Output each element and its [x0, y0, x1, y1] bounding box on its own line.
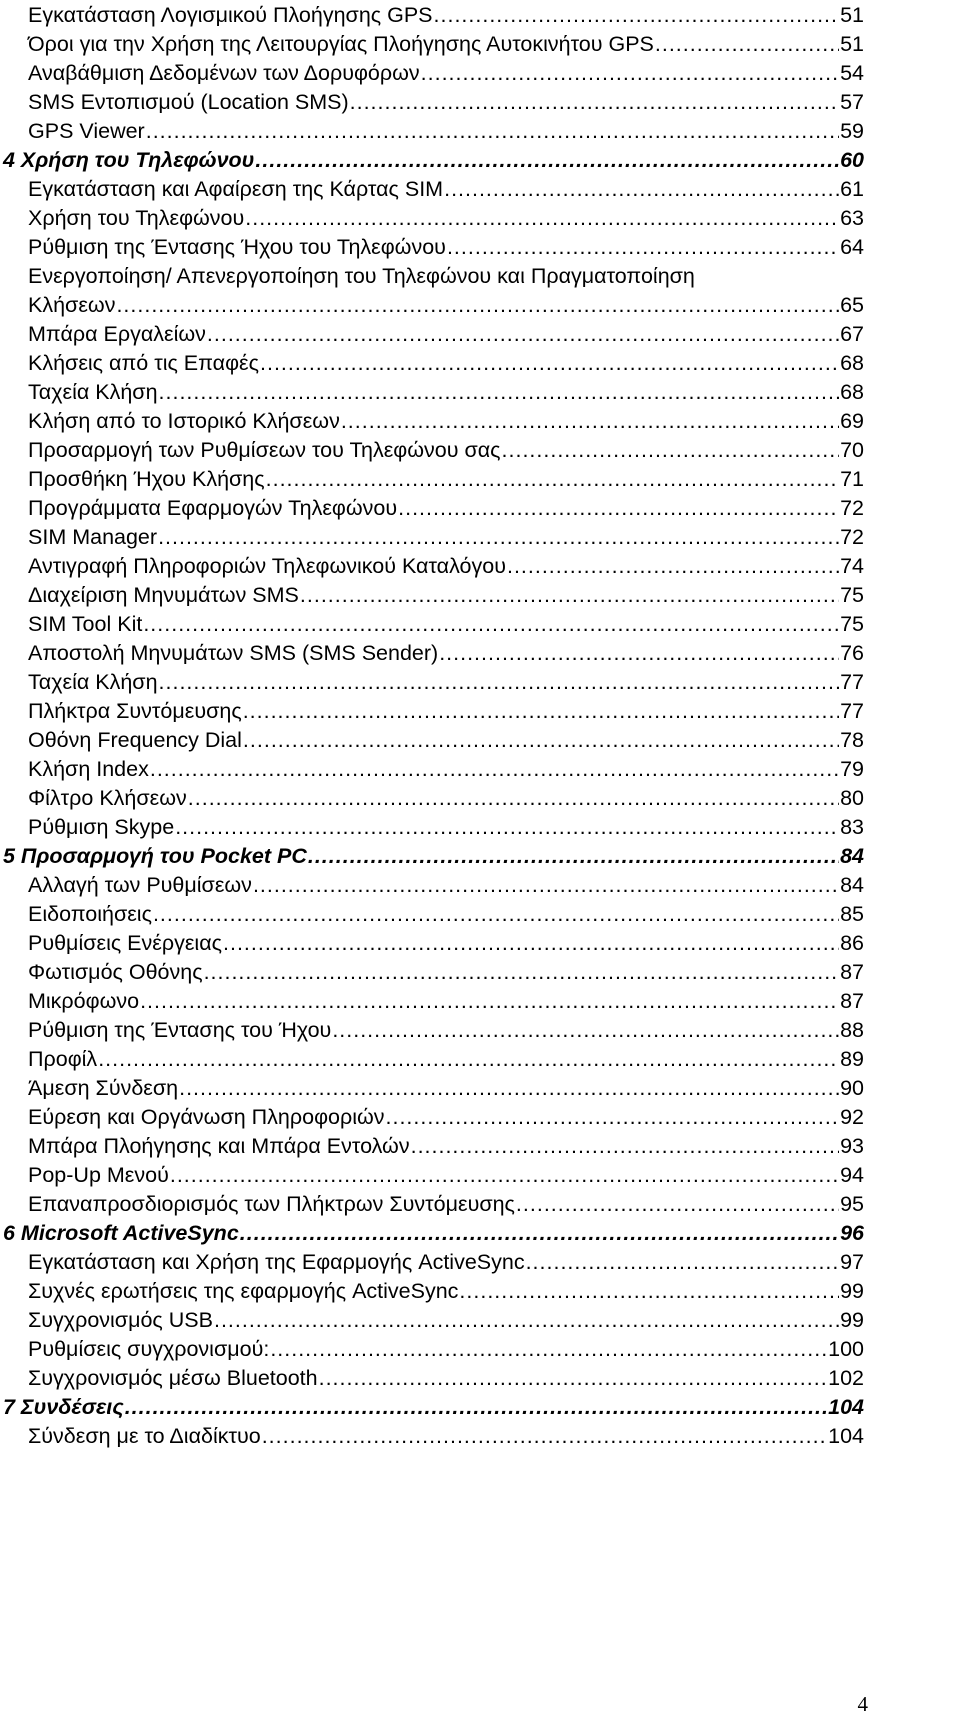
toc-entry-page: 65: [840, 293, 864, 317]
toc-entry: [28, 58, 864, 88]
dot-leader: [319, 1363, 828, 1393]
toc-entry-page: 84: [840, 844, 864, 868]
toc-entry-title: Προσαρμογή των Ρυθμίσεων του Τηλεφώνου σας: [28, 438, 501, 462]
toc-entry: [28, 1073, 864, 1103]
toc-entry-title: Οθόνη Frequency Dial: [28, 728, 242, 752]
toc-entry-title: Προφίλ: [28, 1047, 98, 1071]
toc-entry: [28, 116, 864, 146]
dot-leader: [439, 638, 839, 668]
toc-entry: [28, 609, 864, 639]
toc-entry: [28, 725, 864, 755]
dot-leader: [153, 899, 839, 929]
toc-entry-page: 87: [840, 960, 864, 984]
dot-leader: [526, 1247, 840, 1277]
toc-entry-title: Πλήκτρα Συντόμευσης: [28, 699, 242, 723]
toc-entry-page: 87: [840, 989, 864, 1013]
toc-entry-title: 7 Συνδέσεις: [3, 1395, 124, 1419]
toc-entry: [28, 1247, 864, 1277]
toc-entry-page: 99: [840, 1308, 864, 1332]
toc-entry-title: Αποστολή Μηνυμάτων SMS (SMS Sender): [28, 641, 439, 665]
toc-entry-title: Ταχεία Κλήση: [28, 380, 158, 404]
dot-leader: [158, 522, 839, 552]
toc-entry-page: 96: [840, 1221, 864, 1245]
toc-entry: [28, 986, 864, 1016]
toc-entry: [28, 812, 864, 842]
dot-leader: [502, 435, 840, 465]
toc-entry-page: 80: [840, 786, 864, 810]
dot-leader: [243, 725, 839, 755]
toc-entry-page: 70: [840, 438, 864, 462]
dot-leader: [204, 957, 840, 987]
toc-entry-page: 95: [840, 1192, 864, 1216]
dot-leader: [434, 0, 840, 30]
dot-leader: [308, 841, 839, 871]
toc-entry: [28, 899, 864, 929]
dot-leader: [159, 667, 840, 697]
toc-entry-title: SMS Εντοπισμού (Location SMS): [28, 90, 349, 114]
toc-entry: [28, 1334, 864, 1364]
dot-leader: [150, 754, 839, 784]
toc-entry-page: 78: [840, 728, 864, 752]
dot-leader: [386, 1102, 840, 1132]
toc-entry-page: 74: [840, 554, 864, 578]
dot-leader: [159, 377, 840, 407]
toc-entry: [28, 87, 864, 117]
toc-entry-title: Κλήσεων: [28, 293, 116, 317]
toc-entry-page: 61: [840, 177, 864, 201]
toc-entry-title: Ρύθμιση της Έντασης του Ήχου: [28, 1018, 332, 1042]
dot-leader: [175, 812, 839, 842]
toc-entry-title: 4 Χρήση του Τηλεφώνου: [3, 148, 255, 172]
dot-leader: [240, 1218, 839, 1248]
toc-entry-title: Ρυθμίσεις Ενέργειας: [28, 931, 222, 955]
toc-entry: [28, 957, 864, 987]
toc-entry-page: 64: [840, 235, 864, 259]
toc-entry-page: 90: [840, 1076, 864, 1100]
dot-leader: [655, 29, 839, 59]
dot-leader: [125, 1392, 827, 1422]
toc-entry: [28, 870, 864, 900]
toc-entry-title: Ενεργοποίηση/ Απενεργοποίηση του Τηλεφώνου και Πραγματοποίηση: [28, 264, 695, 288]
toc-entry-title: Εγκατάσταση και Αφαίρεση της Κάρτας SIM: [28, 177, 444, 201]
toc-entry-title: Αναβάθμιση Δεδομένων των Δορυφόρων: [28, 61, 420, 85]
toc-entry: [28, 1015, 864, 1045]
toc-entry-title: Όροι για την Χρήση της Λειτουργίας Πλοήγησης Αυτοκινήτου GPS: [28, 32, 654, 56]
toc-chapter-entry: [3, 1218, 864, 1248]
toc-entry-page: 51: [840, 32, 864, 56]
toc-entry-title: 5 Προσαρμογή του Pocket PC: [3, 844, 307, 868]
dot-leader: [332, 1015, 839, 1045]
dot-leader: [245, 203, 839, 233]
toc-entry: [28, 406, 864, 436]
toc-entry: [28, 580, 864, 610]
toc-entry-page: 88: [840, 1018, 864, 1042]
toc-entry: [28, 319, 864, 349]
toc-entry: [28, 290, 864, 320]
toc-entry-title: Αλλαγή των Ρυθμίσεων: [28, 873, 252, 897]
dot-leader: [223, 928, 839, 958]
toc-entry-page: 77: [840, 699, 864, 723]
dot-leader: [143, 609, 839, 639]
toc-entry-page: 54: [840, 61, 864, 85]
page-number: 4: [857, 1692, 868, 1716]
toc-entry-page: 86: [840, 931, 864, 955]
toc-entry-title: Διαχείριση Μηνυμάτων SMS: [28, 583, 299, 607]
toc-entry: [28, 667, 864, 697]
toc-entry-title: Κλήση από το Ιστορικό Κλήσεων: [28, 409, 340, 433]
toc-entry-title: Φωτισμός Οθόνης: [28, 960, 203, 984]
dot-leader: [116, 290, 839, 320]
toc-entry-title: Εύρεση και Οργάνωση Πληροφοριών: [28, 1105, 385, 1129]
dot-leader: [398, 493, 839, 523]
toc-entry-title: Συγχρονισμός μέσω Bluetooth: [28, 1366, 318, 1390]
dot-leader: [98, 1044, 839, 1074]
dot-leader: [170, 1160, 839, 1190]
toc-entry-title: Χρήση του Τηλεφώνου: [28, 206, 245, 230]
toc-entry-page: 67: [840, 322, 864, 346]
dot-leader: [341, 406, 839, 436]
toc-entry-page: 75: [840, 612, 864, 636]
toc-entry: [28, 1276, 864, 1306]
toc-entry-page: 89: [840, 1047, 864, 1071]
toc-entry-page: 72: [840, 525, 864, 549]
dot-leader: [179, 1073, 839, 1103]
toc-entry: [28, 638, 864, 668]
toc-entry-title: Ρύθμιση της Έντασης Ήχου του Τηλεφώνου: [28, 235, 446, 259]
toc-entry-page: 100: [828, 1337, 864, 1361]
toc-entry-page: 99: [840, 1279, 864, 1303]
dot-leader: [270, 1334, 827, 1364]
toc-entry: [28, 261, 864, 291]
toc-entry-title: Ειδοποιήσεις: [28, 902, 152, 926]
dot-leader: [516, 1189, 839, 1219]
toc-entry-title: Κλήση Index: [28, 757, 149, 781]
dot-leader: [507, 551, 839, 581]
toc-entry-page: 57: [840, 90, 864, 114]
toc-entry-title: Μικρόφωνο: [28, 989, 140, 1013]
toc-entry: [28, 203, 864, 233]
toc-chapter-entry: [3, 145, 864, 175]
dot-leader: [253, 870, 839, 900]
toc-entry: [28, 522, 864, 552]
toc-entry-page: 68: [840, 351, 864, 375]
dot-leader: [255, 145, 839, 175]
toc-entry: [28, 377, 864, 407]
toc-entry-title: Μπάρα Πλοήγησης και Μπάρα Εντολών: [28, 1134, 410, 1158]
dot-leader: [447, 232, 839, 262]
toc-entry-page: 51: [840, 3, 864, 27]
toc-entry: [28, 493, 864, 523]
toc-entry: [28, 783, 864, 813]
toc-entry-page: 60: [840, 148, 864, 172]
dot-leader: [262, 1421, 827, 1451]
toc-entry: [28, 1421, 864, 1451]
toc-entry-title: Προσθήκη Ήχου Κλήσης: [28, 467, 265, 491]
dot-leader: [146, 116, 839, 146]
toc-entry: [28, 348, 864, 378]
toc-entry-page: 72: [840, 496, 864, 520]
toc-entry-title: SIM Tool Kit: [28, 612, 143, 636]
toc-entry: [28, 1044, 864, 1074]
dot-leader: [214, 1305, 839, 1335]
toc-entry-page: 63: [840, 206, 864, 230]
toc-entry-page: 93: [840, 1134, 864, 1158]
toc-entry-page: 97: [840, 1250, 864, 1274]
toc-entry-title: Pop-Up Μενού: [28, 1163, 169, 1187]
dot-leader: [243, 696, 839, 726]
toc-entry-page: 59: [840, 119, 864, 143]
toc-entry-page: 94: [840, 1163, 864, 1187]
dot-leader: [444, 174, 839, 204]
toc-entry: [28, 1160, 864, 1190]
toc-entry-page: 68: [840, 380, 864, 404]
toc-entry-title: Συχνές ερωτήσεις της εφαρμογής ActiveSync: [28, 1279, 459, 1303]
toc-entry: [28, 232, 864, 262]
toc-entry-page: 77: [840, 670, 864, 694]
toc-entry-page: 84: [840, 873, 864, 897]
toc-entry: [28, 1189, 864, 1219]
toc-entry: [28, 1305, 864, 1335]
toc-entry: [28, 1131, 864, 1161]
toc-entry-title: Προγράμματα Εφαρμογών Τηλεφώνου: [28, 496, 398, 520]
toc-entry: [28, 29, 864, 59]
dot-leader: [300, 580, 839, 610]
dot-leader: [140, 986, 839, 1016]
toc-entry: [28, 464, 864, 494]
dot-leader: [411, 1131, 839, 1161]
toc-entry-page: 85: [840, 902, 864, 926]
toc-entry-title: 6 Microsoft ActiveSync: [3, 1221, 239, 1245]
toc-entry-page: 104: [828, 1395, 864, 1419]
toc-entry: [28, 1102, 864, 1132]
toc-entry: [28, 551, 864, 581]
toc-entry-title: Επαναπροσδιορισμός των Πλήκτρων Συντόμευσης: [28, 1192, 515, 1216]
toc-entry-title: Σύνδεση με το Διαδίκτυο: [28, 1424, 261, 1448]
toc-entry-page: 71: [840, 467, 864, 491]
toc-entry-page: 79: [840, 757, 864, 781]
toc-entry-page: 92: [840, 1105, 864, 1129]
dot-leader: [266, 464, 839, 494]
toc-entry-title: Ρύθμιση Skype: [28, 815, 175, 839]
dot-leader: [260, 348, 839, 378]
toc-entry-page: 69: [840, 409, 864, 433]
toc-entry-page: 102: [828, 1366, 864, 1390]
toc-entry-title: Συγχρονισμός USB: [28, 1308, 213, 1332]
dot-leader: [207, 319, 839, 349]
toc-entry-title: Εγκατάσταση Λογισμικού Πλοήγησης GPS: [28, 3, 433, 27]
dot-leader: [459, 1276, 839, 1306]
dot-leader: [350, 87, 839, 117]
toc-entry-title: SIM Manager: [28, 525, 158, 549]
toc-entry-page: 83: [840, 815, 864, 839]
toc-entry-title: Εγκατάσταση και Χρήση της Εφαρμογής ActiveSync: [28, 1250, 525, 1274]
toc-entry: [28, 435, 864, 465]
toc-entry: [28, 754, 864, 784]
toc-entry: [28, 1363, 864, 1393]
toc-chapter-entry: [3, 1392, 864, 1422]
toc-entry-title: Ταχεία Κλήση: [28, 670, 158, 694]
toc-entry-page: 76: [840, 641, 864, 665]
toc-chapter-entry: [3, 841, 864, 871]
toc-entry: [28, 174, 864, 204]
toc-entry-page: 104: [828, 1424, 864, 1448]
toc-entry-title: Αντιγραφή Πληροφοριών Τηλεφωνικού Καταλόγου: [28, 554, 506, 578]
toc-entry-page: 75: [840, 583, 864, 607]
toc-entry-title: Μπάρα Εργαλείων: [28, 322, 206, 346]
dot-leader: [188, 783, 839, 813]
toc-entry-title: Φίλτρο Κλήσεων: [28, 786, 187, 810]
toc-entry-title: Άμεση Σύνδεση: [28, 1076, 179, 1100]
toc-entry: [28, 928, 864, 958]
toc-entry-title: GPS Viewer: [28, 119, 145, 143]
toc-entry: [28, 696, 864, 726]
dot-leader: [421, 58, 839, 88]
toc-entry-title: Κλήσεις από τις Επαφές: [28, 351, 259, 375]
toc-entry: [28, 0, 864, 30]
toc-entry-title: Ρυθμίσεις συγχρονισμού:: [28, 1337, 270, 1361]
